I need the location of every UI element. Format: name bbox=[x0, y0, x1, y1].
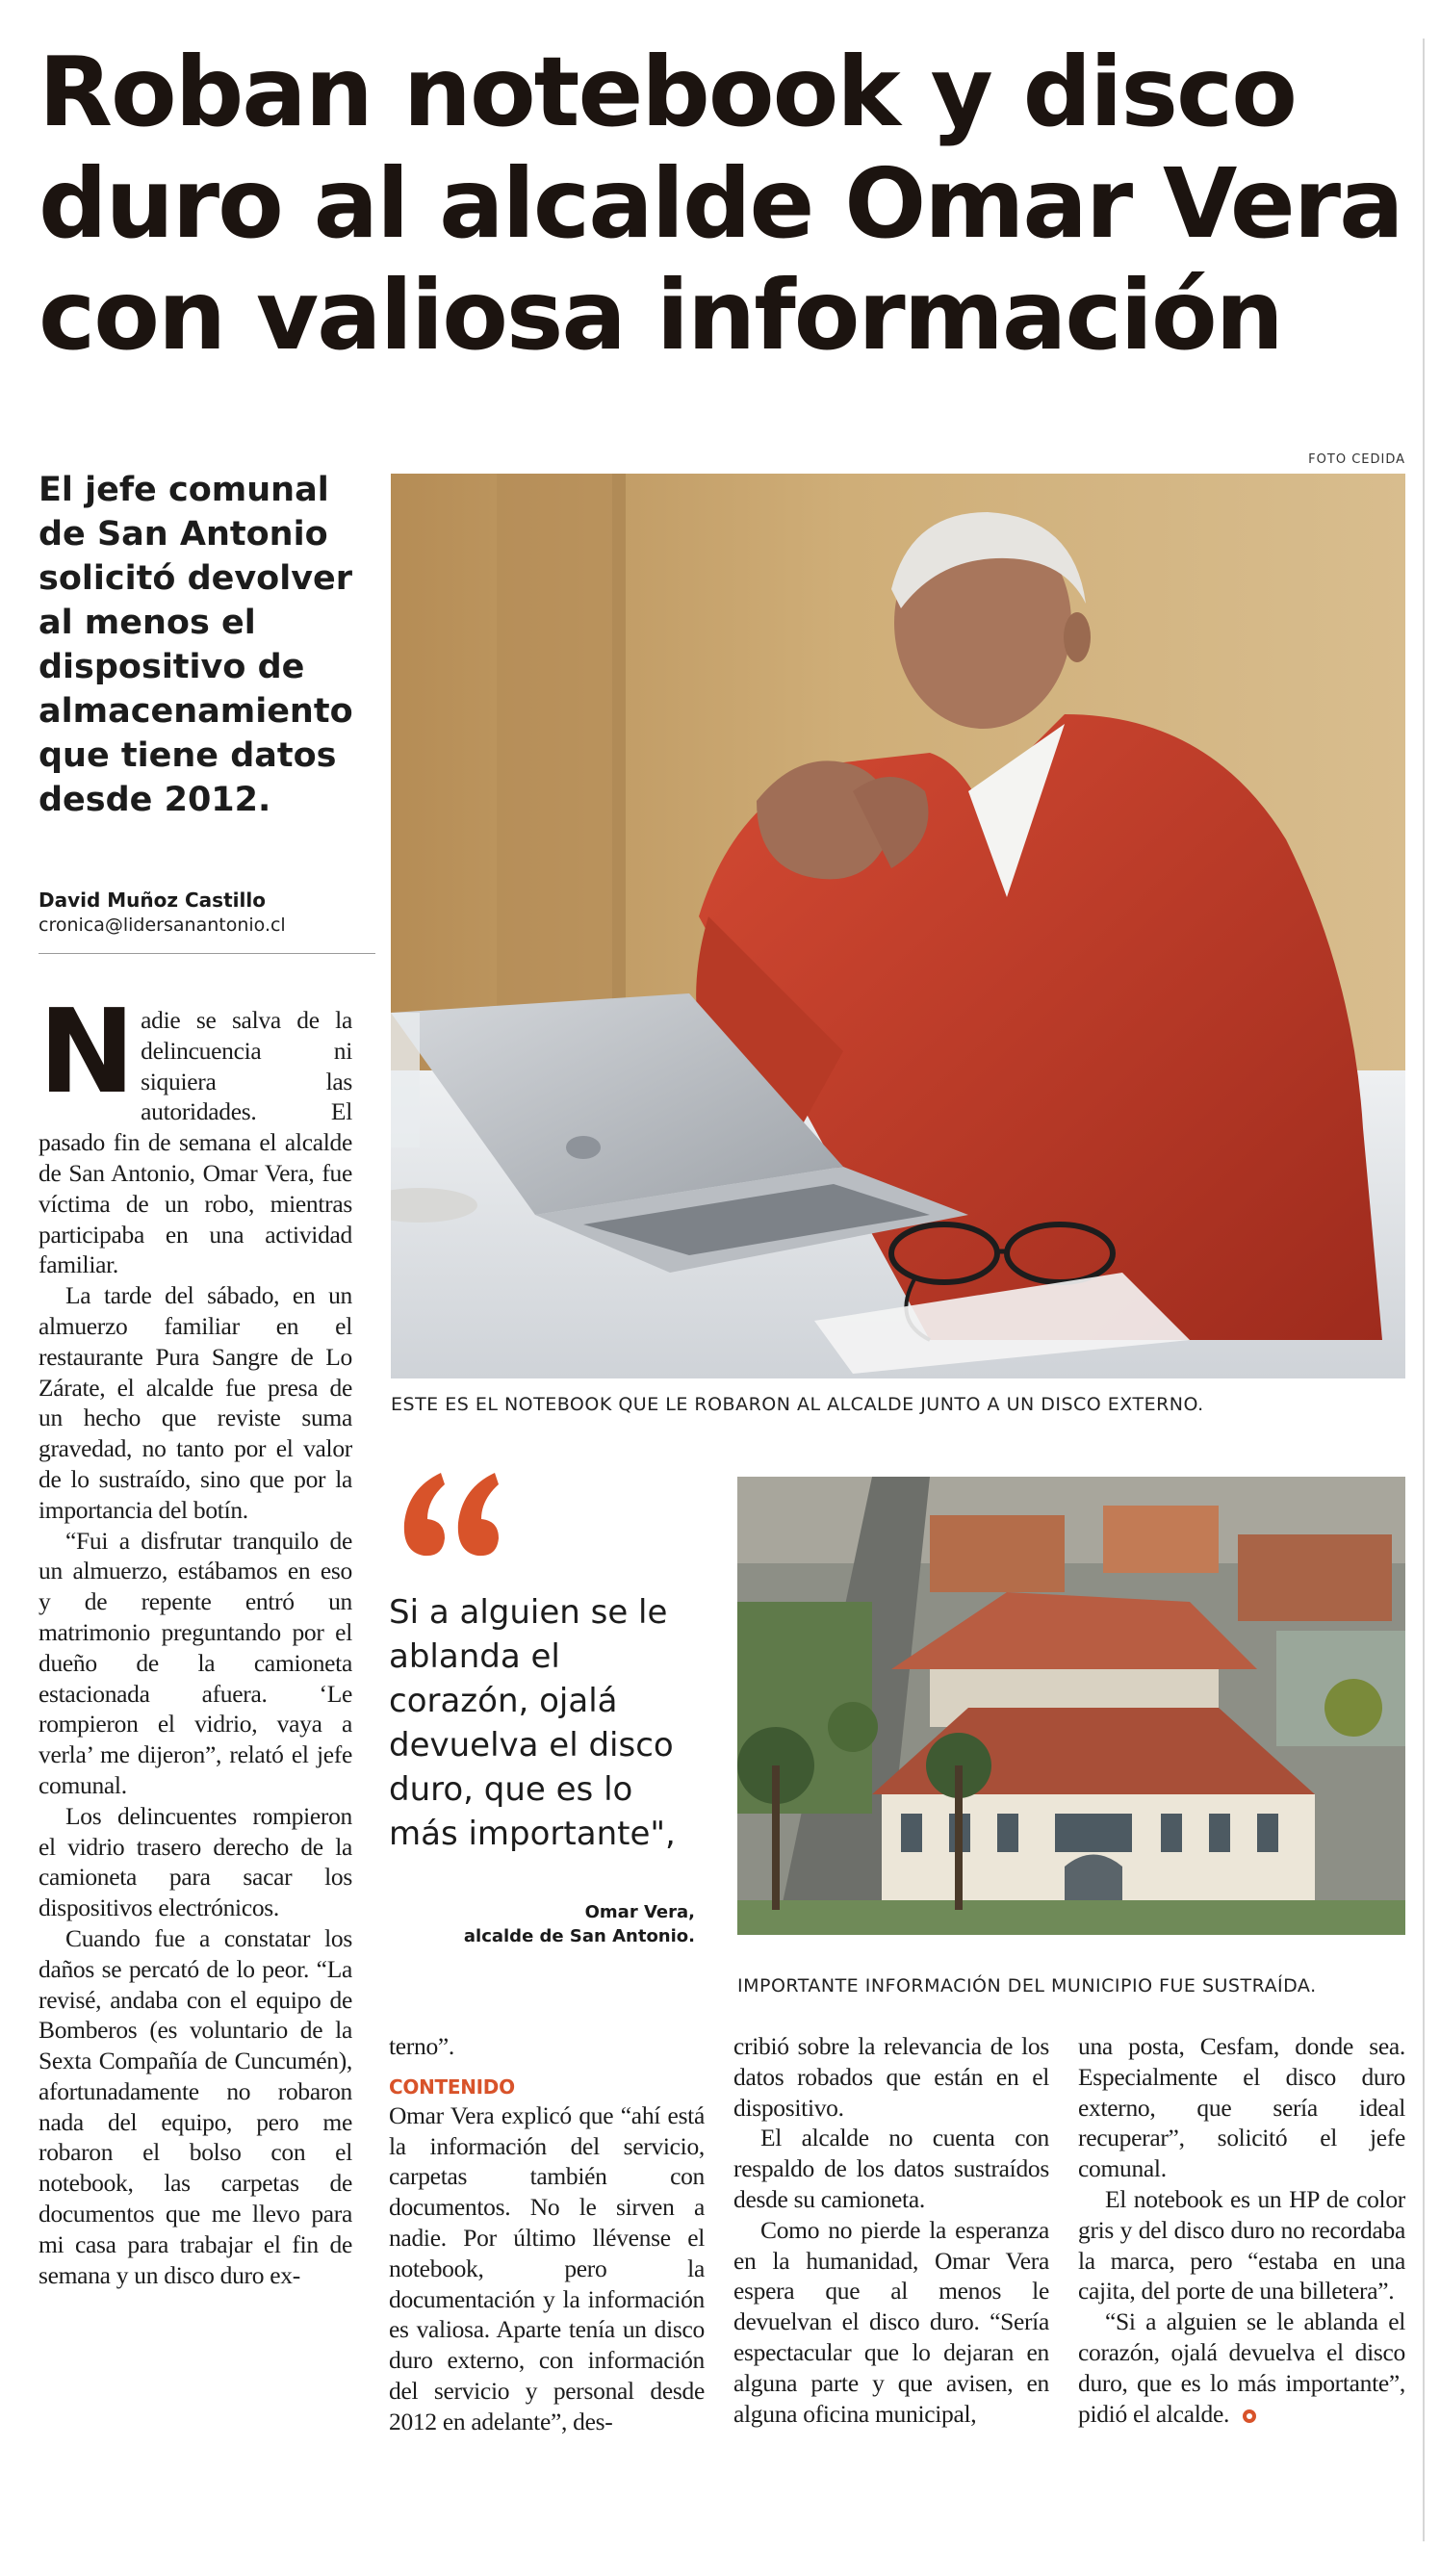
body-paragraph: La tarde del sábado, en un almuerzo familiar en el restaurante Pura Sangre de Lo Zárate, el alcalde fue presa de un hecho que reviste suma gravedad, no tanto por el valor de lo sustraído, sino que por la importancia del botín. bbox=[39, 1281, 352, 1524]
deck-line: desde 2012. bbox=[39, 781, 271, 819]
article-column-2 bbox=[389, 2031, 705, 2437]
pull-quote-line: duro, que es lo bbox=[389, 1770, 633, 1809]
headline bbox=[39, 37, 1405, 372]
end-of-article-icon bbox=[1243, 2409, 1256, 2423]
author-name: David Muñoz Castillo bbox=[39, 889, 266, 912]
quote-attribution-role: alcalde de San Antonio. bbox=[463, 1926, 695, 1946]
byline bbox=[39, 888, 375, 938]
deck-line: El jefe comunal bbox=[39, 471, 329, 509]
photo-credit: FOTO CEDIDA bbox=[1308, 452, 1405, 467]
body-paragraph: “Fui a disfrutar tranquilo de un almuerzo, estábamos en eso y de repente entró un matrimonio preguntando por el dueño de la camioneta estacionada afuera. ‘Le rompieron el vidrio, vaya a verla’ me dijeron”, relató el jefe comunal. bbox=[39, 1526, 352, 1799]
photo-mayor-notebook bbox=[391, 474, 1405, 1378]
body-paragraph: “Si a alguien se le ablanda el corazón, ojalá devuelva el disco duro, que es lo más importante”, pidió el alcalde. bbox=[1078, 2307, 1405, 2428]
headline-line-3: con valiosa información bbox=[39, 259, 1282, 372]
body-paragraph: Como no pierde la esperanza en la humanidad, Omar Vera espera que al menos le devuelvan el disco duro. “Sería espectacular que lo dejaran en alguna parte y que avisen, en alguna oficina municipal, bbox=[733, 2215, 1049, 2428]
body-paragraph: Nadie se salva de la delincuencia ni siquiera las autoridades. El pasado fin de semana el alcalde de San Antonio, Omar Vera, fue víctima de un robo, mientras participaba en una actividad familiar. bbox=[39, 986, 352, 1279]
body-paragraph: El alcalde no cuenta con respaldo de los datos sustraídos desde su camioneta. bbox=[733, 2124, 1049, 2213]
body-paragraph: Cuando fue a constatar los daños se percató de lo peor. “La revisé, andaba con el equipo de Bomberos (es voluntario de la Sexta Compañía de Cuncumén), afortunadamente no robaron nada del equipo, pero me robaron el bolso con el notebook, las carpetas de documentos que me llevo para mi casa para trabajar el fin de semana y un disco duro ex- bbox=[39, 1923, 352, 2289]
pull-quote bbox=[389, 1590, 716, 1856]
photo-caption-notebook: ESTE ES EL NOTEBOOK QUE LE ROBARON AL ALCALDE JUNTO A UN DISCO EXTERNO. bbox=[391, 1394, 1204, 1415]
photo-mayor-notebook-illustration bbox=[391, 474, 1405, 1378]
deck-line: al menos el bbox=[39, 604, 256, 642]
deck-line: de San Antonio bbox=[39, 515, 328, 554]
quote-attribution bbox=[389, 1900, 695, 1948]
headline-line-1: Roban notebook y disco bbox=[39, 36, 1296, 148]
deck-line: que tiene datos bbox=[39, 736, 337, 775]
deck-line: almacenamiento bbox=[39, 692, 353, 731]
page-edge-rule bbox=[1423, 39, 1425, 2541]
drop-cap: N bbox=[39, 986, 136, 1120]
body-paragraph: una posta, Cesfam, donde sea. Especialmente el disco duro externo, que sería ideal recuperar”, solicitó el jefe comunal. bbox=[1078, 2032, 1405, 2183]
pull-quote-line: más importante", bbox=[389, 1815, 676, 1853]
article-column-4 bbox=[1078, 2031, 1405, 2429]
pull-quote-line: devuelva el disco bbox=[389, 1726, 674, 1765]
byline-divider bbox=[39, 953, 375, 954]
author-email: cronica@lidersanantonio.cl bbox=[39, 914, 286, 936]
deck bbox=[39, 468, 375, 822]
headline-line-2: duro al alcalde Omar Vera bbox=[39, 147, 1402, 260]
deck-line: solicitó devolver bbox=[39, 559, 353, 598]
photo-caption-municipal: IMPORTANTE INFORMACIÓN DEL MUNICIPIO FUE SUSTRAÍDA. bbox=[737, 1975, 1317, 1996]
body-paragraph: terno”. bbox=[389, 2032, 454, 2060]
pull-quote-line: corazón, ojalá bbox=[389, 1682, 618, 1720]
article-column-1 bbox=[39, 986, 352, 2290]
pull-quote-line: ablanda el bbox=[389, 1637, 560, 1676]
photo-municipal-building bbox=[737, 1477, 1405, 1935]
body-paragraph: Los delincuentes rompieron el vidrio trasero derecho de la camioneta para sacar los dispositivos electrónicos. bbox=[39, 1801, 352, 1922]
deck-line: dispositivo de bbox=[39, 648, 305, 686]
photo-municipal-building-illustration bbox=[737, 1477, 1405, 1935]
body-paragraph: cribió sobre la relevancia de los datos robados que están en el dispositivo. bbox=[733, 2032, 1049, 2122]
section-label-contenido: CONTENIDO bbox=[389, 2074, 515, 2099]
quote-mark-icon bbox=[395, 1463, 510, 1569]
body-paragraph: Omar Vera explicó que “ahí está la información del servicio, carpetas también con documentos. No le sirven a nadie. Por último llévense el notebook, pero la documentación y la información es valiosa. Aparte tenía un disco duro externo, con información del servicio y personal desde 2012 en adelante”, des- bbox=[389, 2100, 705, 2435]
article-column-3 bbox=[733, 2031, 1049, 2429]
pull-quote-line: Si a alguien se le bbox=[389, 1593, 668, 1632]
body-paragraph: El notebook es un HP de color gris y del disco duro no recordaba la marca, pero “estaba en una cajita, del porte de una billetera”. bbox=[1078, 2184, 1405, 2306]
quote-attribution-name: Omar Vera, bbox=[584, 1902, 695, 1922]
